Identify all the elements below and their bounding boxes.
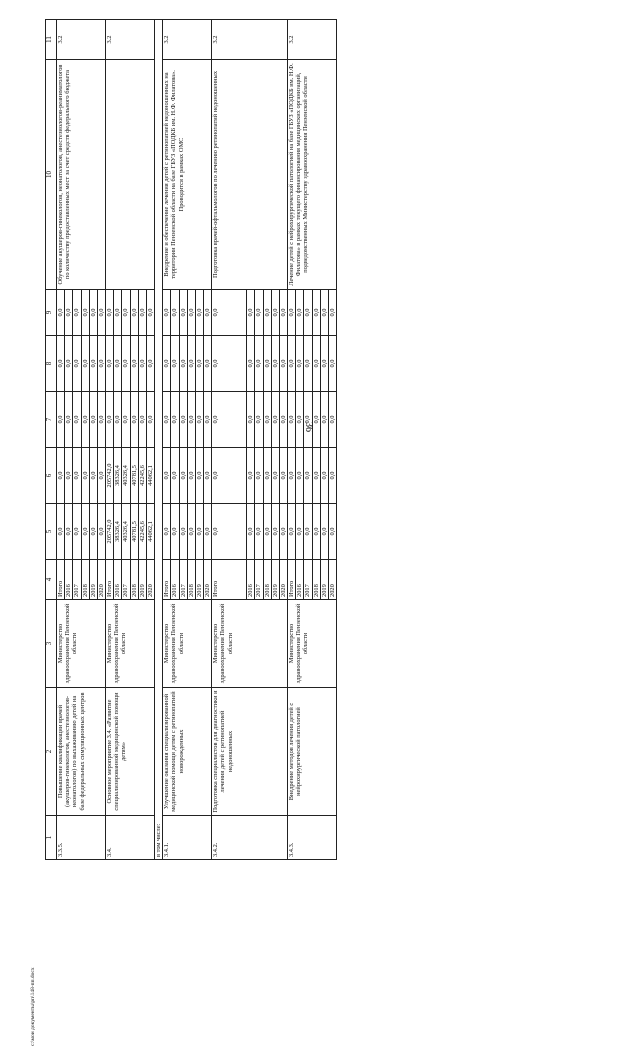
year-cell: Итого	[57, 560, 65, 600]
amount-cell: 0,0	[271, 392, 279, 448]
table-row	[288, 20, 296, 860]
amount-cell: 0,0	[130, 336, 138, 392]
amount-cell: 0,0	[279, 392, 287, 448]
amount-cell: 0,0	[255, 504, 263, 560]
year-cell: 2020	[146, 560, 154, 600]
amount-cell: 0,0	[179, 392, 187, 448]
column-header: 3	[46, 600, 57, 688]
expected-result: Лечение детей с нейрохирургической патологией на базе ГБУЗ «ПОДКБ им. Н.Ф. Филатова» в рамках текущего финансирования медицинских организаций, подведомственных Министерству здравоохранения Пензенской области	[288, 60, 337, 290]
amount-cell: 0,0	[320, 392, 328, 448]
year-cell: 2019	[138, 560, 146, 600]
year-cell: 2016	[296, 560, 304, 600]
year-cell: 2018	[187, 560, 195, 600]
amount-cell: 0,0	[89, 336, 97, 392]
item-name: Основное мероприятие 3.4. «Развитие специализированной медицинской помощи детям»	[106, 688, 155, 816]
amount-cell: 0,0	[187, 392, 195, 448]
amount-cell: 0,0	[73, 336, 81, 392]
amount-cell: 42245,6	[138, 448, 146, 504]
amount-cell: 0,0	[328, 336, 336, 392]
amount-cell: 0,0	[57, 504, 65, 560]
amount-cell: 0,0	[81, 448, 89, 504]
year-cell: 2018	[130, 560, 138, 600]
amount-cell: 0,0	[247, 392, 255, 448]
amount-cell: 0,0	[204, 392, 212, 448]
expected-result: Внедрение и обеспечение лечения детей с ретинопатией недоношенных на территории Пензенской области на базе ГБУЗ «ПОДКБ им. Н.Ф. Филатова». Проводится в рамках ОМС	[163, 60, 212, 290]
budget-table	[45, 19, 337, 860]
amount-cell: 0,0	[279, 290, 287, 336]
column-header: 2	[46, 688, 57, 816]
amount-cell: 0,0	[212, 336, 247, 392]
amount-cell: 0,0	[97, 504, 105, 560]
year-cell: 2019	[271, 560, 279, 600]
amount-cell: 0,0	[312, 504, 320, 560]
year-cell: 2018	[81, 560, 89, 600]
expected-result: Подготовка врачей-офтальмологов по лечению ретинопатий недоношенных	[212, 60, 288, 290]
amount-cell: 0,0	[312, 448, 320, 504]
amount-cell: 40326,4	[122, 504, 130, 560]
amount-cell: 0,0	[195, 290, 203, 336]
amount-cell: 0,0	[304, 290, 312, 336]
year-cell: 2017	[304, 560, 312, 600]
amount-cell: 0,0	[97, 448, 105, 504]
amount-cell: 0,0	[288, 448, 296, 504]
amount-cell: 0,0	[263, 336, 271, 392]
year-cell: 2016	[65, 560, 73, 600]
amount-cell: 0,0	[187, 504, 195, 560]
header-row	[46, 20, 57, 860]
amount-cell: 44062,1	[146, 504, 154, 560]
amount-cell: 0,0	[279, 504, 287, 560]
amount-cell: 0,0	[114, 290, 122, 336]
amount-cell: 0,0	[312, 392, 320, 448]
amount-cell: 0,0	[138, 392, 146, 448]
amount-cell: 0,0	[179, 336, 187, 392]
amount-cell: 0,0	[195, 392, 203, 448]
column-header: 7	[46, 392, 57, 448]
amount-cell: 0,0	[195, 504, 203, 560]
amount-cell: 0,0	[179, 504, 187, 560]
amount-cell: 42245,6	[138, 504, 146, 560]
amount-cell: 0,0	[320, 504, 328, 560]
amount-cell: 0,0	[304, 392, 312, 448]
amount-cell: 0,0	[304, 504, 312, 560]
expected-result	[106, 60, 155, 290]
amount-cell: 0,0	[279, 336, 287, 392]
amount-cell: 0,0	[296, 290, 304, 336]
year-cell: 2018	[312, 560, 320, 600]
amount-cell: 0,0	[171, 448, 179, 504]
amount-cell: 0,0	[204, 290, 212, 336]
amount-cell: 0,0	[97, 336, 105, 392]
year-cell: 2016	[247, 560, 255, 600]
amount-cell: 0,0	[97, 392, 105, 448]
amount-cell: 0,0	[122, 392, 130, 448]
executor: Министерство здравоохранения Пензенской области	[163, 600, 212, 688]
table-row	[212, 20, 247, 860]
amount-cell: 0,0	[57, 392, 65, 448]
amount-cell: 0,0	[279, 448, 287, 504]
amount-cell: 0,0	[163, 392, 171, 448]
amount-cell: 0,0	[288, 290, 296, 336]
amount-cell: 0,0	[138, 290, 146, 336]
item-number: 3.4.	[106, 816, 155, 860]
amount-cell: 40781,5	[130, 504, 138, 560]
amount-cell: 0,0	[97, 290, 105, 336]
amount-cell: 0,0	[171, 392, 179, 448]
amount-cell: 0,0	[179, 290, 187, 336]
amount-cell: 0,0	[296, 448, 304, 504]
amount-cell: 0,0	[114, 392, 122, 448]
column-header: 4	[46, 560, 57, 600]
page-number: 36	[303, 422, 314, 432]
amount-cell: 0,0	[271, 448, 279, 504]
amount-cell: 0,0	[57, 336, 65, 392]
column-header: 9	[46, 290, 57, 336]
amount-cell: 0,0	[114, 336, 122, 392]
amount-cell: 0,0	[89, 448, 97, 504]
amount-cell: 0,0	[146, 392, 154, 448]
amount-cell: 0,0	[212, 290, 247, 336]
item-number: 3.3.5.	[57, 816, 106, 860]
amount-cell: 0,0	[204, 504, 212, 560]
amount-cell: 0,0	[320, 290, 328, 336]
table-row	[106, 20, 114, 860]
amount-cell: 0,0	[320, 448, 328, 504]
amount-cell: 0,0	[271, 290, 279, 336]
amount-cell: 0,0	[304, 448, 312, 504]
year-cell: 2016	[171, 560, 179, 600]
amount-cell: 38326,4	[114, 504, 122, 560]
amount-cell: 0,0	[288, 336, 296, 392]
amount-cell: 0,0	[73, 290, 81, 336]
amount-cell: 0,0	[122, 336, 130, 392]
amount-cell: 205742,0	[106, 504, 114, 560]
indicator-code: 3.2	[288, 20, 337, 60]
item-name: Внедрение методов лечения детей с нейрохирургической патологией	[288, 688, 337, 816]
amount-cell: 0,0	[204, 336, 212, 392]
column-header: 1	[46, 816, 57, 860]
amount-cell: 0,0	[255, 392, 263, 448]
amount-cell: 0,0	[65, 290, 73, 336]
footer-file-path: c:\мои документы\рп\148-пп.docx	[30, 967, 36, 1046]
amount-cell: 0,0	[312, 290, 320, 336]
year-cell: Итого	[163, 560, 171, 600]
item-name: Подготовка специалистов для диагностики и лечения детей с ретинопатией недоношенных	[212, 688, 288, 816]
amount-cell: 0,0	[163, 448, 171, 504]
amount-cell: 0,0	[212, 448, 247, 504]
amount-cell: 40781,5	[130, 448, 138, 504]
amount-cell: 0,0	[247, 504, 255, 560]
amount-cell: 0,0	[138, 336, 146, 392]
amount-cell: 0,0	[163, 290, 171, 336]
amount-cell: 0,0	[65, 448, 73, 504]
year-cell: 2020	[328, 560, 336, 600]
amount-cell: 0,0	[73, 448, 81, 504]
amount-cell: 0,0	[163, 336, 171, 392]
item-number: 3.4.3.	[288, 816, 337, 860]
amount-cell: 0,0	[57, 448, 65, 504]
indicator-code: 3.2	[57, 20, 106, 60]
amount-cell: 0,0	[271, 504, 279, 560]
amount-cell: 38326,4	[114, 448, 122, 504]
year-cell: 2018	[263, 560, 271, 600]
amount-cell: 0,0	[247, 290, 255, 336]
amount-cell: 0,0	[81, 504, 89, 560]
amount-cell: 0,0	[130, 392, 138, 448]
amount-cell: 205742,0	[106, 448, 114, 504]
amount-cell: 0,0	[106, 392, 114, 448]
amount-cell: 44062,1	[146, 448, 154, 504]
year-cell: 2020	[204, 560, 212, 600]
year-cell: Итого	[288, 560, 296, 600]
indicator-code: 3.2	[212, 20, 288, 60]
year-cell: 2016	[114, 560, 122, 600]
amount-cell: 0,0	[247, 336, 255, 392]
amount-cell: 0,0	[296, 392, 304, 448]
amount-cell: 0,0	[195, 336, 203, 392]
column-header: 6	[46, 448, 57, 504]
table-body	[57, 20, 337, 860]
column-header: 10	[46, 60, 57, 290]
intro-row	[155, 20, 163, 860]
indicator-code: 3.2	[106, 20, 155, 60]
amount-cell: 40326,4	[122, 448, 130, 504]
amount-cell: 0,0	[263, 448, 271, 504]
amount-cell: 0,0	[187, 336, 195, 392]
amount-cell: 0,0	[304, 336, 312, 392]
amount-cell: 0,0	[81, 336, 89, 392]
amount-cell: 0,0	[171, 504, 179, 560]
amount-cell: 0,0	[328, 392, 336, 448]
amount-cell: 0,0	[81, 392, 89, 448]
year-cell: 2020	[279, 560, 287, 600]
intro-text: в том числе:	[155, 20, 163, 860]
amount-cell: 0,0	[57, 290, 65, 336]
amount-cell: 0,0	[81, 290, 89, 336]
amount-cell: 0,0	[328, 448, 336, 504]
amount-cell: 0,0	[89, 392, 97, 448]
amount-cell: 0,0	[296, 504, 304, 560]
amount-cell: 0,0	[263, 392, 271, 448]
amount-cell: 0,0	[296, 336, 304, 392]
expected-result: Обучение акушеров-гинекологов, неонатологов, анестезиологов-реаниматологов по количеству предоставленных мест за счет средств федерального бюджета	[57, 60, 106, 290]
executor: Министерство здравоохранения Пензенской области	[288, 600, 337, 688]
amount-cell: 0,0	[171, 336, 179, 392]
year-cell: 2017	[73, 560, 81, 600]
amount-cell: 0,0	[212, 392, 247, 448]
amount-cell: 0,0	[65, 504, 73, 560]
year-cell: Итого	[106, 560, 114, 600]
year-cell: 2017	[179, 560, 187, 600]
amount-cell: 0,0	[89, 290, 97, 336]
year-cell: 2019	[195, 560, 203, 600]
amount-cell: 0,0	[328, 504, 336, 560]
item-name: Повышение квалификации врачей (акушеров-гинекологов, анестезиологов-неонатологов) по выхаживанию детей на базе федеральных симуляционных центров	[57, 688, 106, 816]
amount-cell: 0,0	[146, 336, 154, 392]
amount-cell: 0,0	[212, 504, 247, 560]
amount-cell: 0,0	[255, 448, 263, 504]
amount-cell: 0,0	[271, 336, 279, 392]
year-cell: 2020	[97, 560, 105, 600]
amount-cell: 0,0	[73, 504, 81, 560]
amount-cell: 0,0	[187, 290, 195, 336]
year-cell: Итого	[212, 560, 247, 600]
year-cell: 2019	[320, 560, 328, 600]
year-cell: 2017	[255, 560, 263, 600]
amount-cell: 0,0	[106, 290, 114, 336]
amount-cell: 0,0	[65, 392, 73, 448]
year-cell: 2017	[122, 560, 130, 600]
amount-cell: 0,0	[288, 504, 296, 560]
executor: Министерство здравоохранения Пензенской области	[57, 600, 106, 688]
item-number: 3.4.2.	[212, 816, 288, 860]
amount-cell: 0,0	[328, 290, 336, 336]
column-header: 11	[46, 20, 57, 60]
amount-cell: 0,0	[146, 290, 154, 336]
table-row	[57, 20, 65, 860]
amount-cell: 0,0	[163, 504, 171, 560]
amount-cell: 0,0	[288, 392, 296, 448]
amount-cell: 0,0	[195, 448, 203, 504]
amount-cell: 0,0	[171, 290, 179, 336]
column-header: 5	[46, 504, 57, 560]
executor: Министерство здравоохранения Пензенской области	[212, 600, 288, 688]
amount-cell: 0,0	[312, 336, 320, 392]
amount-cell: 0,0	[187, 448, 195, 504]
amount-cell: 0,0	[179, 448, 187, 504]
amount-cell: 0,0	[89, 504, 97, 560]
budget-table-frame	[45, 20, 601, 860]
item-name: Улучшение оказания специализированной медицинской помощи детям с ретинопатией новорожденных	[163, 688, 212, 816]
amount-cell: 0,0	[263, 504, 271, 560]
amount-cell: 0,0	[247, 448, 255, 504]
amount-cell: 0,0	[122, 290, 130, 336]
amount-cell: 0,0	[73, 392, 81, 448]
year-cell: 2019	[89, 560, 97, 600]
amount-cell: 0,0	[65, 336, 73, 392]
amount-cell: 0,0	[263, 290, 271, 336]
table-row	[163, 20, 171, 860]
amount-cell: 0,0	[255, 290, 263, 336]
item-number: 3.4.1.	[163, 816, 212, 860]
amount-cell: 0,0	[204, 448, 212, 504]
executor: Министерство здравоохранения Пензенской области	[106, 600, 155, 688]
column-header: 8	[46, 336, 57, 392]
amount-cell: 0,0	[320, 336, 328, 392]
amount-cell: 0,0	[130, 290, 138, 336]
amount-cell: 0,0	[106, 336, 114, 392]
indicator-code: 3.2	[163, 20, 212, 60]
amount-cell: 0,0	[255, 336, 263, 392]
